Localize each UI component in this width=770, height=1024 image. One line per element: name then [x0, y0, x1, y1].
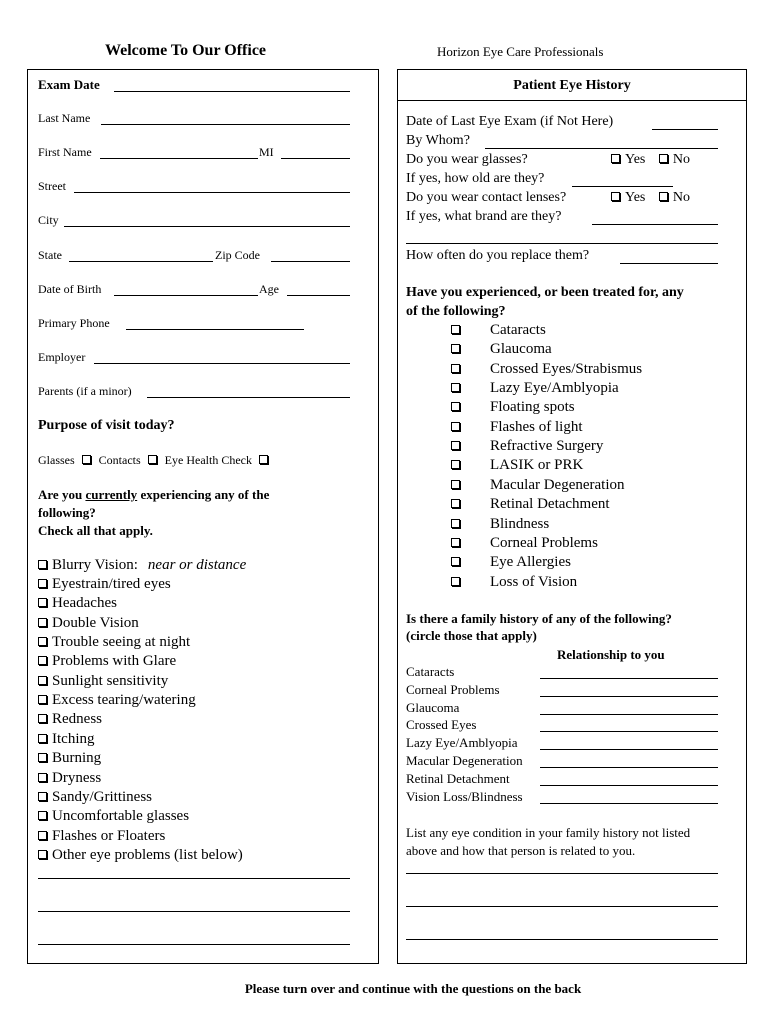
condition-checkbox[interactable] — [451, 383, 460, 392]
symptom-label: Uncomfortable glasses — [52, 808, 190, 825]
glasses-age-label: If yes, how old are they? — [406, 171, 545, 186]
symptom-label: Other eye problems (list below) — [52, 846, 243, 863]
symptom-checkbox[interactable] — [38, 734, 47, 743]
zip-field[interactable] — [271, 261, 350, 262]
condition-checkbox[interactable] — [451, 402, 460, 411]
contacts-checkbox[interactable] — [148, 455, 157, 464]
zip-label: Zip Code — [215, 248, 260, 262]
family-condition-label: Retinal Detachment — [406, 770, 510, 786]
heading-underlined: currently — [85, 487, 138, 502]
condition-checkbox[interactable] — [451, 364, 460, 373]
eye-history-title: Patient Eye History — [513, 78, 631, 93]
condition-checkbox[interactable] — [451, 557, 460, 566]
condition-item — [451, 535, 598, 552]
family-history-subheading: (circle those that apply) — [406, 628, 537, 643]
check-all-note: Check all that apply. — [38, 523, 153, 538]
symptom-item — [38, 634, 190, 651]
state-label: State — [38, 248, 62, 262]
heading-part: Are you — [38, 487, 86, 502]
condition-item — [451, 574, 577, 591]
other-problems-line[interactable] — [38, 878, 350, 879]
glasses-no-checkbox[interactable] — [659, 154, 668, 163]
symptom-label: Trouble seeing at night — [52, 634, 191, 651]
condition-checkbox[interactable] — [451, 577, 460, 586]
contacts-brand-field-2[interactable] — [406, 243, 718, 244]
family-condition-label: Lazy Eye/Amblyopia — [406, 735, 518, 751]
symptom-item — [38, 750, 101, 767]
replace-label: How often do you replace them? — [406, 248, 590, 263]
replace-field[interactable] — [620, 263, 718, 264]
first-name-field[interactable] — [100, 158, 258, 159]
glasses-age-field[interactable] — [572, 186, 673, 187]
condition-label: Refractive Surgery — [490, 438, 604, 455]
city-label: City — [38, 213, 59, 227]
phone-label: Primary Phone — [38, 316, 110, 330]
practice-name: Horizon Eye Care Professionals — [437, 44, 604, 59]
employer-label: Employer — [38, 350, 86, 364]
symptom-item — [38, 653, 176, 670]
condition-label: Floating spots — [490, 399, 575, 416]
family-other-line[interactable] — [406, 906, 718, 907]
relationship-heading: Relationship to you — [557, 647, 665, 662]
symptom-checkbox[interactable] — [38, 714, 47, 723]
symptom-checkbox[interactable] — [38, 656, 47, 665]
family-relationship-field[interactable] — [540, 731, 718, 732]
family-relationship-field[interactable] — [540, 696, 718, 697]
symptom-label: Problems with Glare — [52, 653, 177, 670]
symptom-checkbox[interactable] — [38, 695, 47, 704]
condition-label: Glaucoma — [490, 341, 552, 358]
street-field[interactable] — [74, 192, 350, 193]
contacts-brand-label: If yes, what brand are they? — [406, 209, 562, 224]
condition-item — [451, 419, 583, 436]
last-name-field[interactable] — [101, 124, 350, 125]
symptom-label: Dryness — [52, 769, 102, 786]
treated-heading-line2: of the following? — [406, 304, 506, 319]
condition-checkbox[interactable] — [451, 422, 460, 431]
no-label: No — [672, 190, 690, 205]
footer-note: Please turn over and continue with the questions on the back — [244, 981, 582, 996]
symptom-item — [38, 808, 189, 825]
purpose-option-label: Contacts — [98, 453, 141, 467]
current-symptoms-heading-line2: following? — [38, 505, 96, 520]
mi-field[interactable] — [281, 158, 350, 159]
condition-label: Eye Allergies — [490, 554, 571, 571]
condition-label: Loss of Vision — [490, 573, 578, 590]
condition-item — [451, 438, 603, 455]
symptom-label: Burning — [52, 750, 102, 767]
condition-item — [451, 554, 571, 571]
by-whom-field[interactable] — [485, 148, 718, 149]
condition-checkbox[interactable] — [451, 499, 460, 508]
symptom-item — [38, 615, 139, 632]
family-condition-label: Macular Degeneration — [406, 753, 523, 768]
symptom-item — [38, 576, 171, 593]
parents-field[interactable] — [147, 397, 350, 398]
symptom-checkbox[interactable] — [38, 792, 47, 801]
exam-date-label: Exam Date — [38, 77, 100, 92]
symptom-label: Headaches — [52, 595, 117, 612]
first-name-label: First Name — [38, 145, 92, 159]
dob-label: Date of Birth — [38, 282, 102, 296]
purpose-heading: Purpose of visit today? — [38, 418, 175, 433]
city-field[interactable] — [64, 226, 350, 227]
family-other-line[interactable] — [406, 873, 718, 874]
family-condition-label: Glaucoma — [406, 699, 460, 715]
dob-field[interactable] — [114, 295, 258, 296]
condition-item — [451, 361, 642, 378]
family-relationship-field[interactable] — [540, 714, 718, 715]
symptom-checkbox[interactable] — [38, 618, 47, 627]
glasses-question: Do you wear glasses? — [406, 152, 528, 167]
symptom-item — [38, 828, 165, 845]
contacts-answers — [611, 190, 690, 206]
condition-item — [451, 322, 546, 339]
street-label: Street — [38, 179, 66, 193]
symptom-checkbox[interactable] — [38, 850, 47, 859]
age-label: Age — [259, 282, 279, 296]
symptom-label: Itching — [52, 730, 95, 747]
current-symptoms-heading — [38, 487, 269, 503]
condition-label: Cataracts — [490, 322, 546, 338]
condition-checkbox[interactable] — [451, 480, 460, 489]
family-relationship-field[interactable] — [540, 678, 718, 679]
condition-item — [451, 457, 583, 474]
condition-label: Macular Degeneration — [490, 476, 625, 493]
family-relationship-field[interactable] — [540, 767, 718, 768]
symptom-label: Flashes or Floaters — [52, 827, 166, 844]
symptom-checkbox[interactable] — [38, 560, 47, 569]
symptom-checkbox[interactable] — [38, 676, 47, 685]
condition-item — [451, 380, 619, 397]
condition-checkbox[interactable] — [451, 325, 460, 334]
page-title: Welcome To Our Office — [105, 42, 267, 59]
phone-field[interactable] — [126, 329, 304, 330]
glasses-yes-checkbox[interactable] — [611, 154, 620, 163]
yes-label: Yes — [625, 152, 646, 167]
family-list-note: List any eye condition in your family history not listed — [406, 825, 691, 840]
symptom-label: Excess tearing/watering — [52, 692, 196, 709]
family-relationship-field[interactable] — [540, 785, 718, 786]
eye-health-check-checkbox[interactable] — [259, 455, 268, 464]
other-problems-line[interactable] — [38, 944, 350, 945]
symptom-label: Redness — [52, 711, 102, 728]
family-relationship-field[interactable] — [540, 803, 718, 804]
glasses-checkbox[interactable] — [82, 455, 91, 464]
contacts-yes-checkbox[interactable] — [611, 192, 620, 201]
contacts-no-checkbox[interactable] — [659, 192, 668, 201]
parents-label: Parents (if a minor) — [38, 384, 132, 398]
mi-label: MI — [259, 145, 274, 159]
symptom-item — [38, 847, 243, 864]
family-relationship-field[interactable] — [540, 749, 718, 750]
purpose-option-label: Eye Health Check — [164, 453, 252, 467]
symptom-label: Blurry Vision: — [52, 557, 138, 573]
last-exam-field[interactable] — [652, 129, 718, 130]
purpose-options — [38, 453, 273, 468]
family-history-heading: Is there a family history of any of the following? — [406, 611, 672, 626]
symptom-label: Sunlight sensitivity — [52, 672, 169, 689]
no-label: No — [672, 152, 690, 167]
contacts-question: Do you wear contact lenses? — [406, 190, 567, 205]
age-field[interactable] — [287, 295, 350, 296]
condition-item — [451, 496, 610, 513]
symptom-label: Double Vision — [52, 614, 139, 631]
state-field[interactable] — [69, 261, 213, 262]
glasses-answers — [611, 152, 690, 168]
symptom-item — [38, 595, 117, 612]
last-exam-label: Date of Last Eye Exam (if Not Here) — [406, 114, 614, 129]
symptom-checkbox[interactable] — [38, 811, 47, 820]
condition-label: Flashes of light — [490, 418, 583, 435]
symptom-item — [38, 557, 246, 574]
family-condition-label: Corneal Problems — [406, 681, 500, 697]
condition-checkbox[interactable] — [451, 344, 460, 353]
symptom-label: Sandy/Grittiness — [52, 788, 152, 805]
condition-label: Retinal Detachment — [490, 496, 610, 513]
symptom-note: near or distance — [147, 557, 247, 573]
yes-label: Yes — [625, 190, 646, 205]
symptom-item — [38, 692, 196, 709]
family-list-note-line2: above and how that person is related to you. — [406, 843, 636, 858]
family-condition-label: Vision Loss/Blindness — [406, 788, 523, 804]
symptom-label: Eyestrain/tired eyes — [52, 576, 171, 592]
condition-label: Lazy Eye/Amblyopia — [490, 380, 619, 397]
by-whom-label: By Whom? — [406, 133, 470, 148]
symptom-checkbox[interactable] — [38, 598, 47, 607]
symptom-checkbox[interactable] — [38, 753, 47, 762]
symptom-item — [38, 711, 102, 728]
symptom-checkbox[interactable] — [38, 637, 47, 646]
symptom-item — [38, 731, 95, 748]
condition-label: Blindness — [490, 515, 550, 532]
purpose-option-label: Glasses — [38, 453, 75, 467]
symptom-checkbox[interactable] — [38, 773, 47, 782]
contacts-brand-field[interactable] — [592, 224, 718, 225]
condition-item — [451, 399, 575, 416]
employer-field[interactable] — [94, 363, 350, 364]
condition-checkbox[interactable] — [451, 460, 460, 469]
condition-label: Crossed Eyes/Strabismus — [490, 360, 643, 377]
condition-label: LASIK or PRK — [490, 457, 584, 474]
condition-checkbox[interactable] — [451, 519, 460, 528]
exam-date-field[interactable] — [114, 91, 350, 92]
symptom-checkbox[interactable] — [38, 831, 47, 840]
condition-label: Corneal Problems — [490, 534, 598, 551]
condition-item — [451, 516, 549, 533]
symptom-item — [38, 789, 152, 806]
condition-item — [451, 477, 625, 494]
condition-checkbox[interactable] — [451, 538, 460, 547]
treated-heading: Have you experienced, or been treated for, any — [406, 285, 684, 300]
other-problems-line[interactable] — [38, 911, 350, 912]
symptom-checkbox[interactable] — [38, 579, 47, 588]
condition-item — [451, 341, 552, 358]
last-name-label: Last Name — [38, 111, 91, 125]
heading-part: experiencing any of the — [137, 487, 270, 502]
symptom-item — [38, 770, 101, 787]
symptom-item — [38, 673, 168, 690]
condition-checkbox[interactable] — [451, 441, 460, 450]
family-condition-label: Cataracts — [406, 664, 455, 679]
family-condition-label: Crossed Eyes — [406, 717, 477, 733]
family-other-line[interactable] — [406, 939, 718, 940]
